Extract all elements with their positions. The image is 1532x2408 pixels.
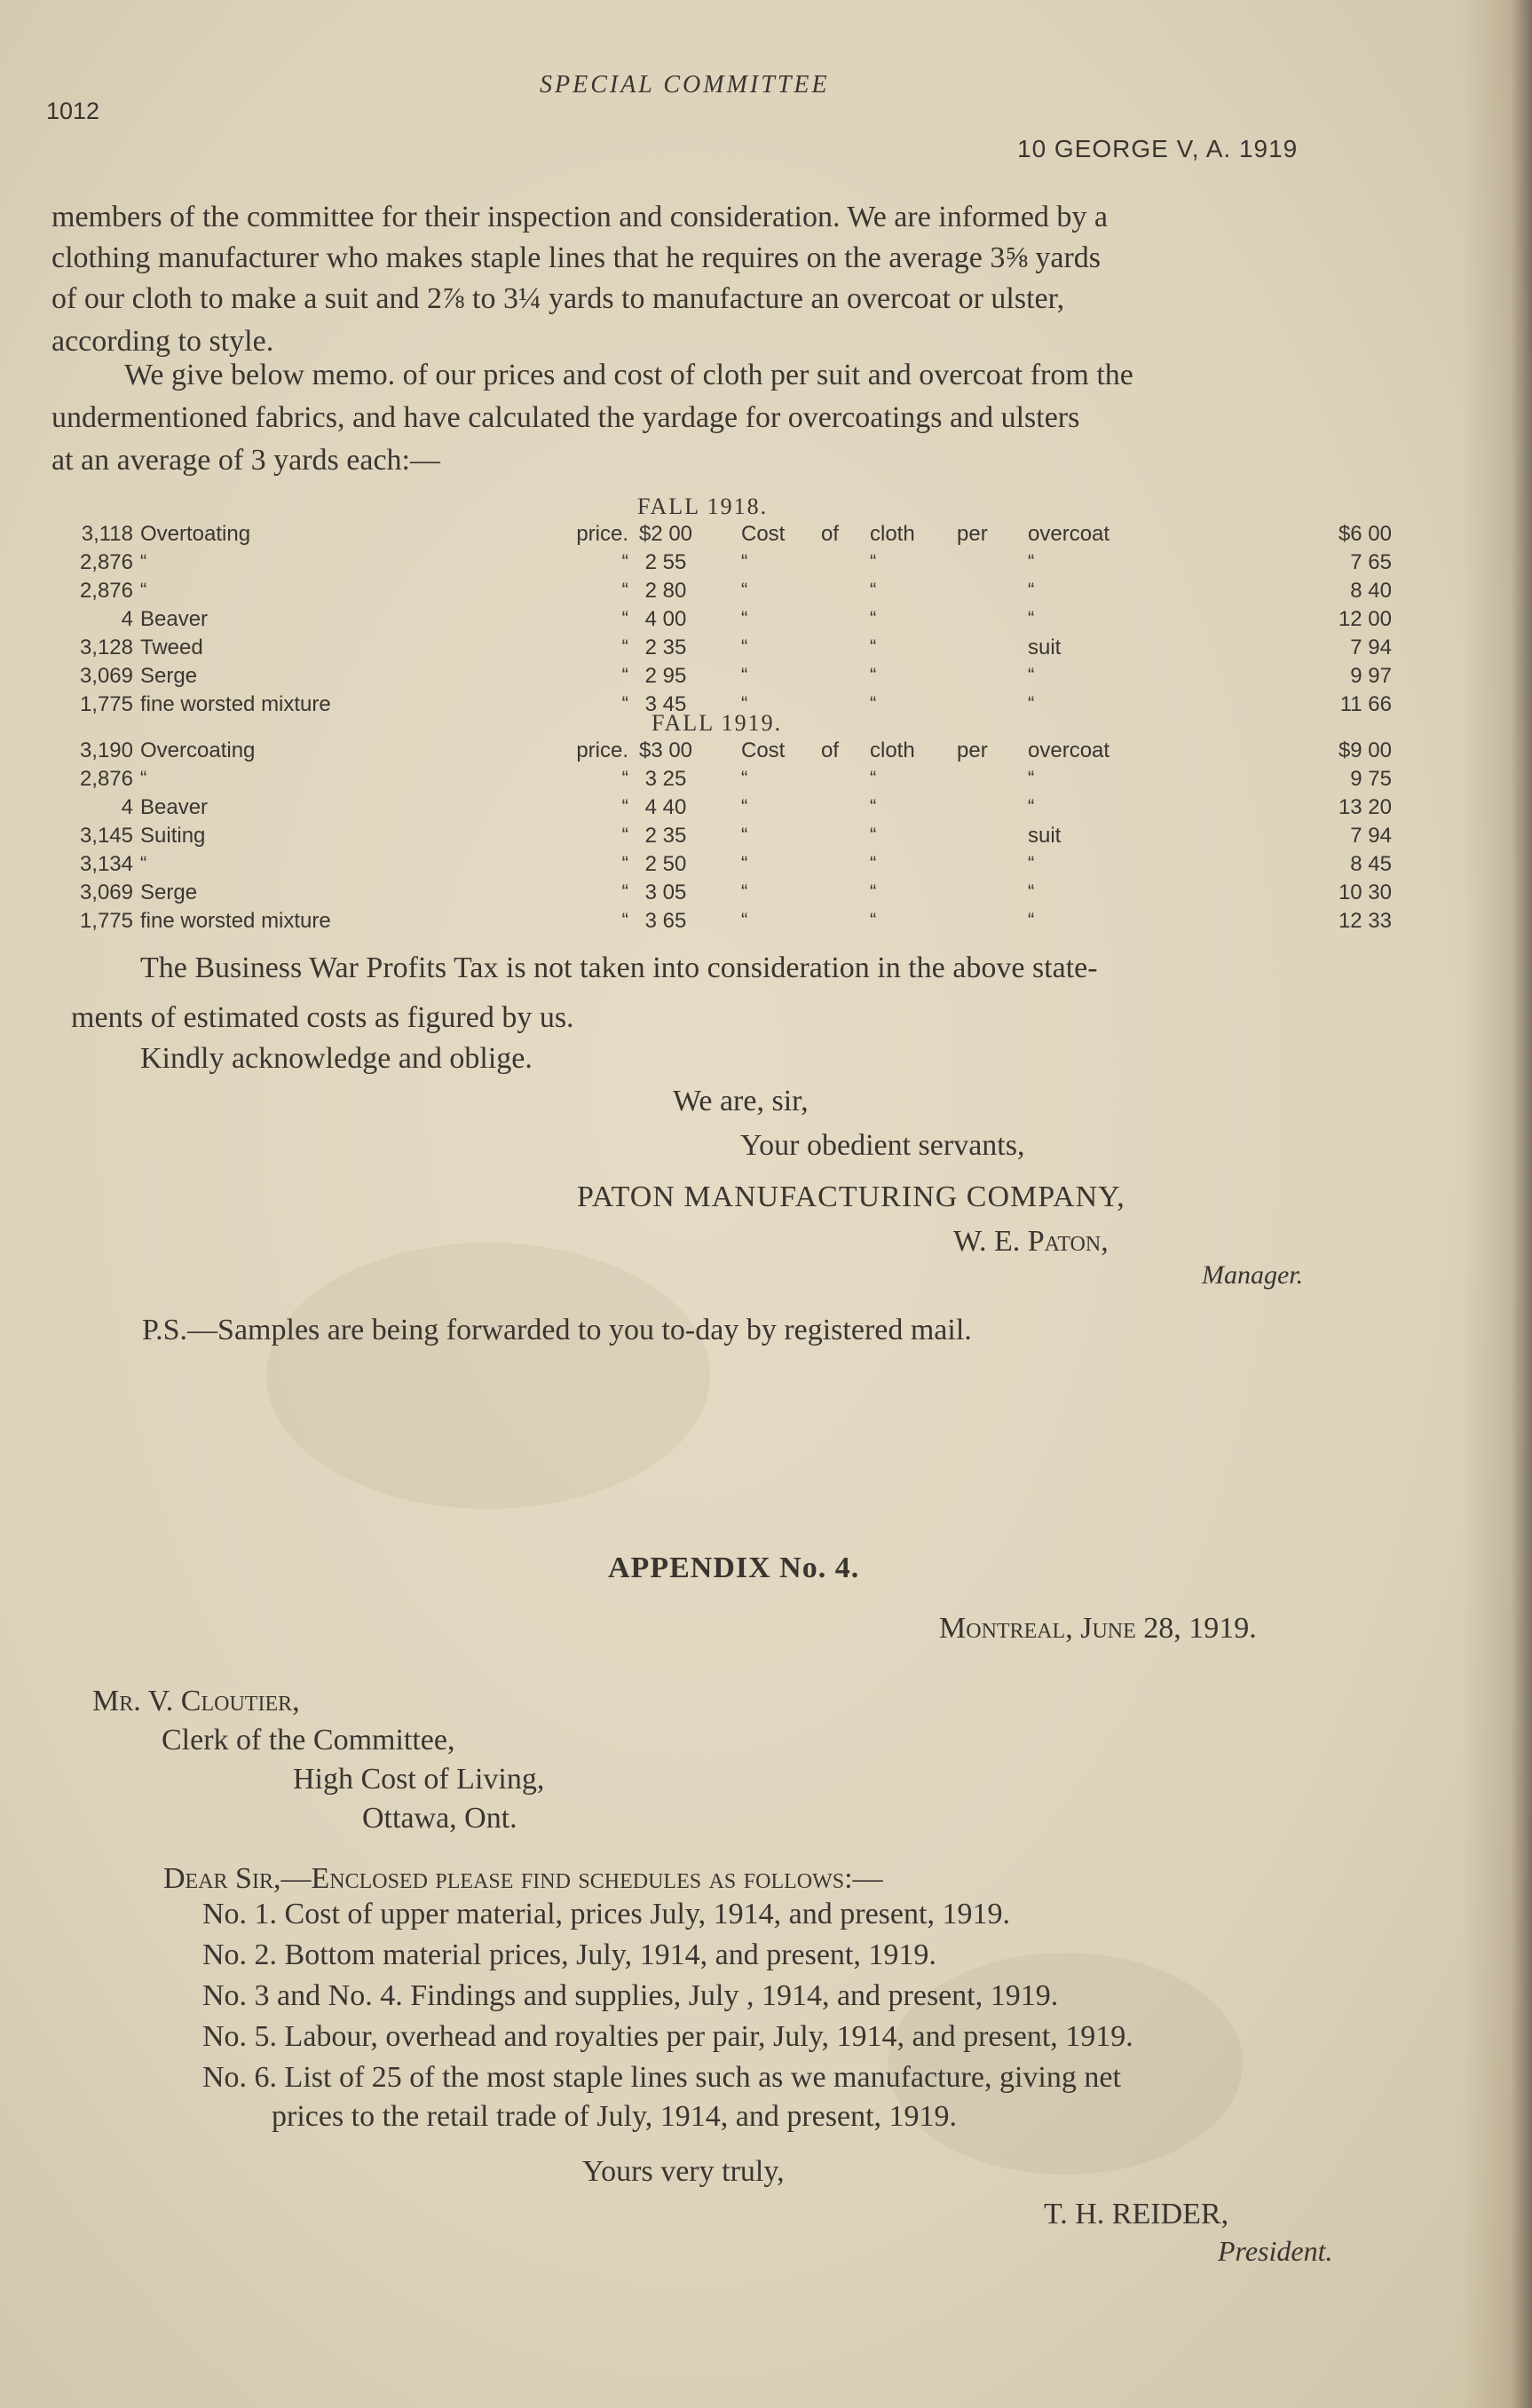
garment: overcoat (1028, 738, 1110, 762)
table-row (0, 909, 1532, 936)
table-row (0, 550, 1532, 577)
postscript: P.S.—Samples are being forwarded to you to-day by registered mail. (142, 1314, 972, 1346)
cost-word: Cost (741, 522, 786, 546)
cloth-word: “ (870, 880, 877, 903)
page-number: 1012 (46, 98, 100, 124)
garment: suit (1028, 636, 1062, 659)
place-date: Montreal, June 28, 1919. (939, 1612, 1257, 1645)
cost-word: “ (741, 607, 748, 629)
cost-word: “ (741, 795, 748, 817)
garment: overcoat (1028, 522, 1110, 546)
schedule-item: No. 2. Bottom material prices, July, 1914, and present, 1919. (202, 1938, 936, 1971)
price-value: 2 35 (644, 636, 687, 659)
total-cost: 7 94 (1350, 636, 1392, 659)
style-number: 3,190 (79, 738, 133, 762)
style-number: 2,876 (79, 550, 133, 574)
price-label: price. (576, 738, 628, 762)
price-value: 2 95 (644, 664, 687, 688)
garment: “ (1028, 664, 1035, 686)
total-cost: $6 00 (1338, 522, 1392, 546)
price-value: 3 65 (644, 909, 687, 933)
fabric-name: fine worsted mixture (140, 692, 331, 716)
body-line: clothing manufacturer who makes staple lines that he requires on the average 3⅝ yards (51, 241, 1102, 274)
price-label: “ (621, 664, 628, 686)
fabric-name: “ (140, 550, 147, 572)
of-word: of (821, 738, 840, 762)
garment: suit (1028, 824, 1062, 848)
schedule-item: prices to the retail trade of July, 1914, and present, 1919. (272, 2100, 958, 2133)
cloth-word: “ (870, 607, 877, 629)
body-line: The Business War Profits Tax is not taken into consideration in the above state- (140, 951, 1098, 984)
cloth-word: “ (870, 824, 877, 846)
price-label: “ (621, 824, 628, 846)
cost-word: “ (741, 636, 748, 658)
cloth-word: cloth (870, 522, 915, 546)
style-number: 1,775 (79, 909, 133, 933)
body-line: undermentioned fabrics, and have calculated the yardage for overcoatings and ulsters (51, 401, 1080, 434)
table-row (0, 522, 1532, 549)
fabric-name: fine worsted mixture (140, 909, 331, 933)
price-value: $3 00 (638, 738, 693, 762)
price-value: 2 35 (644, 824, 687, 848)
price-label: “ (621, 607, 628, 629)
fabric-name: Serge (140, 664, 198, 688)
price-value: 3 45 (644, 692, 687, 716)
closing-yours: Yours very truly, (582, 2155, 785, 2188)
addressee-line: Mr. V. Cloutier, (92, 1685, 300, 1717)
garment: “ (1028, 767, 1035, 789)
table-row (0, 824, 1532, 850)
garment: “ (1028, 880, 1035, 903)
style-number: 3,069 (79, 664, 133, 688)
table-row (0, 767, 1532, 793)
cost-word: “ (741, 880, 748, 903)
total-cost: 10 30 (1338, 880, 1392, 904)
price-label: “ (621, 767, 628, 789)
style-number: 2,876 (79, 579, 133, 603)
fabric-name: Beaver (140, 795, 209, 819)
binding-shadow (1461, 0, 1532, 2408)
style-number: 3,069 (79, 880, 133, 904)
body-line: We give below memo. of our prices and cost of cloth per suit and overcoat from the (124, 359, 1133, 391)
cloth-word: “ (870, 636, 877, 658)
cost-word: “ (741, 909, 748, 931)
table-row (0, 738, 1532, 765)
price-label: “ (621, 692, 628, 715)
body-line: at an average of 3 yards each:— (51, 444, 440, 477)
signer-title: Manager. (1202, 1260, 1304, 1290)
price-value: 2 80 (644, 579, 687, 603)
total-cost: 12 33 (1338, 909, 1392, 933)
garment: “ (1028, 909, 1035, 931)
style-number: 3,145 (79, 824, 133, 848)
cost-word: “ (741, 550, 748, 572)
schedule-item: No. 3 and No. 4. Findings and supplies, July , 1914, and present, 1919. (202, 1979, 1059, 2012)
closing-we-are: We are, sir, (673, 1085, 809, 1117)
garment: “ (1028, 692, 1035, 715)
garment: “ (1028, 852, 1035, 874)
cloth-word: “ (870, 579, 877, 601)
cloth-word: cloth (870, 738, 915, 762)
style-number: 4 (121, 795, 133, 819)
company-name: PATON MANUFACTURING COMPANY, (577, 1180, 1125, 1213)
signer-name: W. E. Paton, (953, 1225, 1109, 1258)
total-cost: 9 75 (1350, 767, 1392, 791)
style-number: 1,775 (79, 692, 133, 716)
table-heading: FALL 1918. (637, 493, 769, 519)
price-value: 4 40 (644, 795, 687, 819)
total-cost: 8 40 (1350, 579, 1392, 603)
table-row (0, 852, 1532, 879)
fabric-name: Serge (140, 880, 198, 904)
cost-word: “ (741, 579, 748, 601)
fabric-name: Suiting (140, 824, 206, 848)
total-cost: 12 00 (1338, 607, 1392, 631)
price-value: 3 05 (644, 880, 687, 904)
price-value: 4 00 (644, 607, 687, 631)
cloth-word: “ (870, 852, 877, 874)
table-heading: FALL 1919. (651, 710, 783, 736)
salutation: Dear Sir,—Enclosed please find schedules as follows:— (163, 1862, 883, 1895)
signer-name: T. H. REIDER, (1044, 2198, 1229, 2230)
total-cost: 7 94 (1350, 824, 1392, 848)
schedule-item: No. 1. Cost of upper material, prices July, 1914, and present, 1919. (202, 1898, 1010, 1930)
running-title: SPECIAL COMMITTEE (540, 71, 830, 99)
total-cost: 9 97 (1350, 664, 1392, 688)
fabric-name: Overtoating (140, 522, 251, 546)
fabric-name: Tweed (140, 636, 203, 659)
cloth-word: “ (870, 664, 877, 686)
style-number: 2,876 (79, 767, 133, 791)
addressee-line: Ottawa, Ont. (362, 1802, 517, 1835)
fabric-name: “ (140, 767, 147, 789)
style-number: 3,118 (81, 522, 133, 546)
appendix-heading: APPENDIX No. 4. (608, 1551, 860, 1584)
table-row (0, 579, 1532, 605)
table-row (0, 664, 1532, 691)
body-line: members of the committee for their inspection and consideration. We are informed by a (51, 201, 1109, 233)
garment: “ (1028, 550, 1035, 572)
total-cost: 13 20 (1338, 795, 1392, 819)
signer-title: President. (1218, 2235, 1333, 2267)
table-row (0, 880, 1532, 907)
cost-word: “ (741, 852, 748, 874)
total-cost: $9 00 (1338, 738, 1392, 762)
cost-word: “ (741, 824, 748, 846)
of-word: of (821, 522, 840, 546)
fabric-name: Overcoating (140, 738, 256, 762)
schedule-item: No. 6. List of 25 of the most staple lines such as we manufacture, giving net (202, 2061, 1121, 2094)
per-word: per (957, 738, 988, 762)
body-line: ments of estimated costs as figured by us. (71, 1001, 574, 1034)
cost-word: “ (741, 692, 748, 715)
price-label: “ (621, 636, 628, 658)
price-label: price. (576, 522, 628, 546)
closing-servants: Your obedient servants, (740, 1129, 1025, 1162)
paper-stain (266, 1243, 710, 1509)
session-label: 10 GEORGE V, A. 1919 (1017, 135, 1299, 162)
per-word: per (957, 522, 988, 546)
garment: “ (1028, 579, 1035, 601)
price-value: 2 55 (644, 550, 687, 574)
price-label: “ (621, 909, 628, 931)
fabric-name: “ (140, 852, 147, 874)
body-line: Kindly acknowledge and oblige. (140, 1042, 533, 1075)
fabric-name: Beaver (140, 607, 209, 631)
cloth-word: “ (870, 692, 877, 715)
cloth-word: “ (870, 767, 877, 789)
cloth-word: “ (870, 795, 877, 817)
cost-word: “ (741, 767, 748, 789)
body-line: according to style. (51, 325, 274, 358)
price-value: $2 00 (638, 522, 693, 546)
table-row (0, 607, 1532, 634)
cloth-word: “ (870, 909, 877, 931)
total-cost: 8 45 (1350, 852, 1392, 876)
price-value: 2 50 (644, 852, 687, 876)
cloth-word: “ (870, 550, 877, 572)
table-row (0, 795, 1532, 822)
style-number: 3,134 (79, 852, 133, 876)
price-label: “ (621, 880, 628, 903)
addressee-line: High Cost of Living, (293, 1763, 545, 1796)
table-row (0, 636, 1532, 662)
style-number: 3,128 (79, 636, 133, 659)
addressee-line: Clerk of the Committee, (162, 1724, 455, 1757)
garment: “ (1028, 607, 1035, 629)
total-cost: 7 65 (1350, 550, 1392, 574)
price-label: “ (621, 579, 628, 601)
price-label: “ (621, 795, 628, 817)
cost-word: Cost (741, 738, 786, 762)
price-label: “ (621, 550, 628, 572)
schedule-item: No. 5. Labour, overhead and royalties per pair, July, 1914, and present, 1919. (202, 2020, 1133, 2053)
body-line: of our cloth to make a suit and 2⅞ to 3¼ yards to manufacture an overcoat or ulster, (51, 282, 1065, 315)
total-cost: 11 66 (1339, 692, 1392, 716)
fabric-name: “ (140, 579, 147, 601)
garment: “ (1028, 795, 1035, 817)
price-value: 3 25 (644, 767, 687, 791)
price-label: “ (621, 852, 628, 874)
cost-word: “ (741, 664, 748, 686)
style-number: 4 (121, 607, 133, 631)
